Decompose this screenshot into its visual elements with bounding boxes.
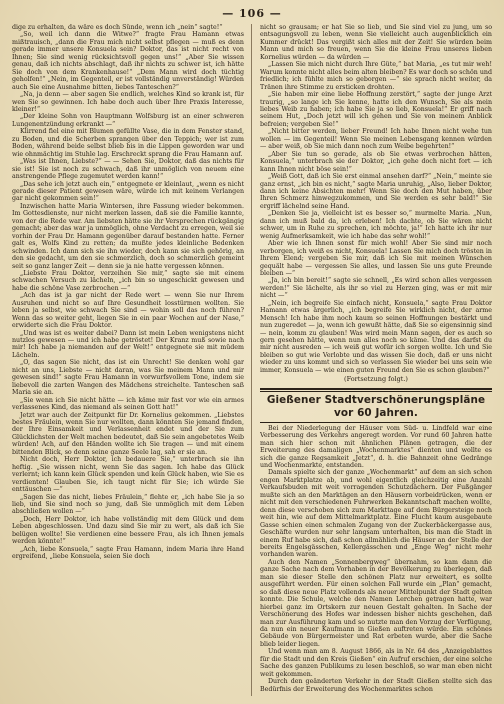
story-paragraph: „Das sehe ich jetzt auch ein,“ entgegnete er kleinlaut, „wenn es nicht gerade dieser Patient gewesen wäre, würde ich mit keinem Verlangen gar nicht gekommen sein!“	[12, 180, 244, 203]
headline-rule	[260, 388, 492, 390]
columns	[12, 24, 492, 696]
story-paragraph: „So, weil ich dann die Witwe?“ fragte Frau Hamann etwas mißtrauisch, „dann die Frau mich nicht selbst pflegen — muß es denn gerade immer unsere Konsuela sein? Doktor, das ist nicht recht von Ihnen; Sie sind wenig rücksichtsvoll gegen uns!“ „Aber Sie wissen genau, daß ich nichts abschlagt, daß ihr nichts zu schwer ist, ich hätte Sie doch von dem Krankenhause!“ „Dem Mann wird doch tüchtig geholfen!“ „Nein, im Gegenteil, er ist vollständig unverständig! Würden auch Sie eine Ausnahme bitten, liebes Tanteschen?“	[12, 31, 244, 91]
story-paragraph: Nicht doch, Herr Doktor, ich bedauere Sie,“ unterbrach sie ihn heftig. „Sie wissen nicht, wenn Sie das sagen. Ich habe das Glück verlernt; ich kann kein Glück spenden und kein Glück haben, wie Sie es verdienten! Glauben Sie, ich taugt nicht für Sie; ich würde Sie enttäuschen —“	[12, 456, 244, 494]
story-paragraph: „Weiß Gott, daß ich Sie erst einmal ansehen darf?“ „Nein,“ meinte sie ganz ernst, „ich bin es nicht,“ sagte Maria unruhig, „Also, lieber Doktor, dann ich keine Absichten mehr! Wenn Sie doch den Mut haben, über Ihren Schmerz hinwegzukommen, und Sie werden es sehr bald!“ Sie ergriff lächelnd seine Hand.	[260, 173, 492, 210]
article-paragraph: Durch den geänderten Verkehr in der Stadt Gießen stellte sich das Bedürfnis der Erweiterung des Wochenmarktes schon	[260, 678, 492, 693]
article-paragraph: Damals spielte sich der ganze „Wochenmarkt“ auf dem an sich schon engen Marktplatze ab, und wohl eigentlich gleichzeitig eine Anzahl Verkaufsbuden mit weit vorragenden Schutzdächern. Der Fußgänger mußte sich an den Marktägen an den Häusern vorbeidrücken, wenn er nicht mit den verschiedenen Fuhrwerken Bekanntschaft machen wollte, denn diese verschoben sich zum Markttage auf dem Bürgersteige noch weit hin, wie auf dem Mittelmarktplatz. Eine Flucht kaum ausgebaute Gasse schien einen schmalen Zugang von der Zuckerbäckergasse aus, Geschäfte wurden nur sehr langsam unterhalten, bis man die Stadt in einem Ruf habe sich, daß schon allmählich die Häuser an der Stelle der bereits Engelsgässchen, Kellergässchen und „Enge Weg“ nicht mehr vorhanden waren.	[260, 469, 492, 559]
page-number: — 106 —	[222, 7, 282, 20]
story-paragraph: „Denken Sie ja, vielleicht ist es besser so,“ murmelte Maria. „Nun, dann ich muß bald da, ich erleben! Ich dachte, ob Sie wären nicht schwer, um in Ruhe zu sprechen, ich möchte, ja!“ Ich hatte ich ihr nur wenig Aufmerksamkeit, wie ich habe das sehr wohl!“	[260, 210, 492, 240]
story-paragraph: nicht so grausam; er hat Sie so lieb, und Sie sind viel zu jung, um so entsagungsvoll zu leben, wenn Sie vielleicht auch augenblicklich ein Kummer drückt! Das vergißt sich alles mit der Zeit! Sie würden beim Mann und mich so freuen, wenn Sie die kleine Frau unseres lieben Kornelius würden — da würden —	[260, 24, 492, 61]
headline-rule	[260, 422, 492, 423]
story-paragraph: „Sagen Sie das nicht, liebes Fräulein,“ flehte er, „ich habe Sie ja so lieb, und Sie sind noch so jung, daß Sie unmöglich mit dem Leben abschließen wollen —“	[12, 493, 244, 516]
story-paragraph: „Der kleine Sohn von Hauptmann Wolfsburg ist an einer schweren Lungenentzündung erkrankt —“	[12, 113, 244, 128]
story-paragraph: Jetzt war auch der Zeitpunkt für Dr. Kornelius gekommen. „Liebstes bestes Fräulein, wenn Sie nur wollten, dann könnten Sie jemand finden, der Ihre Einsamkeit und Verlassenheit endet und der Sie zum Glücklichsten der Welt machen bedeutet, daß Sie sein angebetetes Weib würden! Ach, auf den Händen wollte ich Sie tragen — und mit einem bittenden Blick, so denn seine ganze Seele lag, sah er sie an.	[12, 411, 244, 456]
continuation-note: (Fortsetzung folgt.)	[344, 375, 408, 384]
headline-rule	[260, 391, 492, 392]
article-paragraph: Bei der Niederlegung der Häuser vom Süd- u. Lindfeld war eine Verbesserung des Verkehrs angeregt worden. Vor rund 60 Jahren hatte man sich hier schon mit ähnlichen Plänen getragen, die der Erweiterung des damaligen „Wochenmarktes“ dienten und wollte es sich die ganze Regsamkeit „Jetzt“, d. h. die Bahnzeit ohne Gedränge und Wochenmarkte, entstanden.	[260, 424, 492, 470]
story-paragraph: Inzwischen hatte Maria Wintersen, ihre Fassung wieder bekommen. Im Gottesdienste, nur nicht merken lassen, daß sie die Familie kannte, von der die Rede war. Am liebsten hätte sie ihr Versprechen rückgängig gemacht; aber das war ja unmöglich, ohne Verdacht zu erregen, weil sie vorhin der Frau Dr. Hamann gegenüber darauf bestanden hatte. Ferner galt es, Wolfs Kind zu retten; da mußte jedes kleinliche Bedenken schwinden. Ich dann sich sie ihn wieder, doch kann sie sich gehörig, an den sie gedacht, um den sie schmerzlich, doch so schmerzlich gemeint seit so ganz langer Zeit — denn sie ja nie hatte vergessen können.	[12, 202, 244, 270]
story-paragraph: dige zu erhalten, da wäre es doch Sünde, wenn ich „nein“ sagte!“	[12, 24, 223, 31]
right-column	[260, 24, 492, 696]
article-paragraph: Auch den Namen „Sonnenbergweg“ übernahm, so kam dann die ganze Sache nach dem Vorhaben in der Bevölkerung zu überlegen, daß man sie dieser Stelle den schönen Platz nur erweitert, es sollte ausgeführt werden. Für einen solchen Fall wurde ein „Plan“ gemacht, so daß diese neue Platz vollends als neuer Mittelpunkt der Stadt gelten konnte. Die Schule, welche den Namen Lerchen getragen hatte, war hierbei ganz im Ortskern zur neuen Gestalt gehalten. In Sache der Verschönerung des Hofes war indessen bisher nichts geschehen, daß man zur Ausführung kam und so nutzte man den Vorzug der Verfügung, da nun ein neuer Kaufmann in Gießen auftreten würde. Ein schönes Gebäude von Bürgermeister und Rat erbeten wurde, aber die Sache blieb leider liegen.	[260, 558, 492, 648]
story-paragraph: „Nicht bitter werden, lieber Freund! Ich habe Ihnen nicht wehe tun wollen — im Gegenteil! Wenn Sie meinen Lebensgang kennen würden — aber weiß, ob Sie mich dann noch zum Weibe begehrten!“	[260, 128, 492, 151]
story-paragraph: „Sie wenn ich Sie nicht hätte — ich käme mir fast vor wie ein armes verlassenes Kind, das niemand als seinen Gott hat!“	[12, 396, 244, 412]
story-paragraph: „Ja, ich bin bereit!“ sagte sie schnell, „Es wird schon alles vergessen werden!“ Sie lächelte, als ihr so viel zu Herzen ging, was er mit mir nicht —“	[260, 277, 492, 300]
serial-story-column	[12, 24, 244, 696]
article-paragraph: Und wenn man am 8. August 1866, als in Nr. 64 des „Anzeigeblattes für die Stadt und den Kreis Gießen“ ein Aufruf erschien, der eine solche Sache des ganzen Publikums zu lesen beschloß, so war man eben nicht weit gekommen.	[260, 648, 492, 678]
story-paragraph: „Lassen Sie mich nicht durch Ihre Güte,“ bat Maria, „es tut mir weh! Warum konnte nicht alles beim alten bleiben? Es war doch so schön und friedlich; ich fühlte mich so geborgen —“ sie sprach nicht weiter, da Tränen ihre Stimme zu ersticken drohten.	[260, 61, 492, 91]
story-paragraph: „Aber Sie tun so gerade, als ob Sie etwas verbrochen hätten, Konsuela,“ unterbrach sie der Doktor, „ich gehe doch nicht fort — ich kann Ihnen nicht böse sein!“	[260, 150, 492, 173]
story-paragraph: „Doch, Herr Doktor, ich habe vollständig mit dem Glück und dem Leben abgeschlossen. Und dazu sind Sie mir zu wert, als daß ich Sie belügen wollte! Sie verdienen eine bessere Frau, als ich Ihnen jemals werden könnte!“	[12, 515, 244, 546]
story-paragraph: Aber wie ich Ihnen sonst für mich wohl! Aber Sie sind mir noch verborgen, ich weiß es nicht, Konsuela! Lassen Sie mich doch trösten in Ihrem Elend; vergeben Sie mir, daß ich Sie mit meinen Wünschen gequält habe — vergessen Sie alles, und lassen Sie uns gute Freunde bleiben —“	[260, 240, 492, 277]
story-paragraph: Klirrend fiel eine mit Blumen gefüllte Vase, die in dem Fenster stand, zu Boden, und die Scherben sprangen über den Teppich; wer ist zum Boden, während beide selbst blieb bis in die Lippen geworden war und wie ohnmächtig im Stuhle lag. Erschreckt sprang die Frau Hamann auf.	[12, 128, 244, 158]
story-paragraph: „Ach, liebe Konsuela,“ sagte Frau Hamann, indem Maria ihre Hand ergreifend, „liebe Konsuela, seien Sie doch	[12, 545, 244, 561]
story-paragraph: „Liebste Frau Doktor, verzeihen Sie mir,“ sagte sie mit einem schwachen Versuch zu lächeln, „ich bin so ungeschickt gewesen und habe die schöne Vase zerbrochen —“	[12, 269, 244, 292]
story-paragraph: „Ach das ist ja gar nicht der Rede wert — wenn Sie nur Ihrem Ausruhen und nicht so auf Ihre Gesundheit losstürmen wollten. Sie leben ja selbst, wie schwach Sie sind — wohin soll das noch führen? Wenn das so weiter geht, liegen Sie in ein paar Wochen auf der Nase,“ erwiderte sich die Frau Doktor.	[12, 292, 244, 330]
column-divider	[251, 24, 252, 696]
story-paragraph: „Nein, ich begreife Sie einfach nicht, Konsuela,“ sagte Frau Doktor Hamann etwas ärgerlich, „ich begreife Sie wirklich nicht, der arme Mensch! Ich habe ihm noch kaum so seinen Hoffnungen bestärkt und nun zugeredet — ja, wenn ich gewußt hätte, daß Sie so eigensinnig sind — nein, komm zu glauben! Was wird mein Mann sagen, der es auch so gern gesehen hätte, wenn nun alles noch so käme. Und das darfst du mir nicht ausreden — ich weiß gut wofür ich sorgen wollte. Ich und Sie bleiben so gut wie Verlobte und das wissen Sie doch, daß er uns nicht wieder zu uns kommt und sich so verlassen Sie wieder bei uns sein wie immer, Konsuela — wie einen guten Freund den Sie es schon glauben?“	[260, 299, 492, 374]
story-paragraph: „Sie haben mir eine liebe Hoffnung zerstört,“ sagte der junge Arzt traurig, „so lange ich Sie kenne, hatte ich den Wunsch, Sie als mein liebes Weib zu haben; ich habe Sie ja so lieb, Konsuela!“ Er griff nach seinem Hut, „Doch jetzt will ich gehen und Sie von meinem Anblick befreien; vergeben Sie!“	[260, 91, 492, 128]
story-paragraph: „Was ist Ihnen, Liebste?“ — — Sehen Sie, Doktor, daß das nichts für sie ist! Sie ist noch zu schwach, daß ihr unmöglich von neuem eine anstrengende Pflege zugemutet werden kann!“	[12, 158, 244, 181]
article-headline: Gießener Stadtverschönerungspläne vor 60 Jahren.	[266, 393, 486, 419]
story-paragraph: „Und was ist es weiter dabei? Dann ist mein Leben wenigstens nicht nutzlos gewesen — und ich habe getröstet! Der Kranz muß sowie nach mir! Ich habe ja niemanden auf der Welt!“ entgegnete sie mit müdem Lächeln.	[12, 329, 244, 359]
story-paragraph: „O, das sagen Sie nicht, das ist ein Unrecht! Sie denken wohl gar nicht an uns, Liebste — nicht daran, was Sie meinem Mann und mir gewesen sind!“ sagte Frau Hamann in vorwurfsvollem Tone, indem sie liebevoll die zarten Wangen des Mädchens streichelte. Tanteschen saß Maria sie an.	[12, 359, 244, 397]
story-paragraph: „Na, ja denn — aber sagen Sie endlich, welches Kind so krank ist, für wen Sie so gewinnen. Ich habe doch auch über Ihre Praxis Interesse, kleiner!“	[12, 91, 244, 113]
